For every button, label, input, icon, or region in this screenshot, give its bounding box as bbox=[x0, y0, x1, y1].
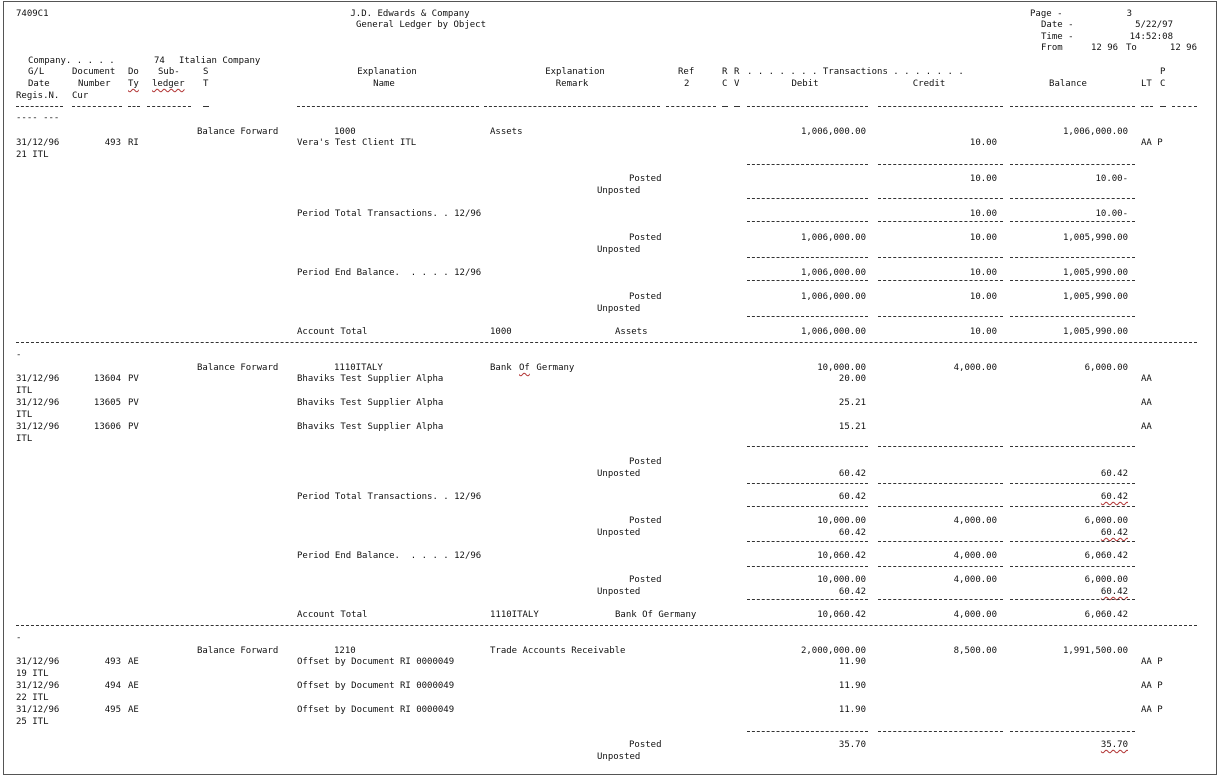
col-number: Number bbox=[78, 79, 111, 89]
dashed-rule bbox=[878, 541, 1003, 542]
line-doc-type: PV bbox=[128, 422, 139, 432]
line-doc-type: AE bbox=[128, 705, 139, 715]
period-end-debit: 10,060.42 bbox=[817, 551, 866, 561]
dashed-rule bbox=[1010, 506, 1135, 507]
header-underline bbox=[203, 106, 209, 107]
account-description: Assets bbox=[490, 127, 523, 137]
subtotal-posted-credit: 10.00 bbox=[969, 174, 997, 184]
line-regis-cur: 25 ITL bbox=[16, 717, 49, 727]
col-ledger: ledger bbox=[152, 79, 185, 89]
period-end-posted-credit: 10.00 bbox=[969, 292, 997, 302]
posted-label: Posted bbox=[629, 174, 662, 184]
balance-forward-balance: 1,006,000.00 bbox=[1062, 127, 1128, 137]
time-value: 14:52:08 bbox=[1129, 32, 1173, 42]
dashed-rule bbox=[878, 506, 1003, 507]
line-explanation: Bhaviks Test Supplier Alpha bbox=[297, 422, 444, 432]
posted-label: Posted bbox=[629, 516, 662, 526]
header-underline bbox=[722, 106, 728, 107]
period-total-label: Period Total Transactions. . 12/96 bbox=[297, 492, 482, 502]
balance-forward-debit: 10,000.00 bbox=[817, 363, 866, 373]
line-document-number: 13604 bbox=[93, 374, 121, 384]
header-underline bbox=[1141, 106, 1153, 107]
header-underline bbox=[1172, 106, 1197, 107]
to-value: 12 96 bbox=[1169, 43, 1197, 53]
balance-forward-balance: 6,000.00 bbox=[1084, 363, 1128, 373]
col-ref2: 2 bbox=[684, 79, 690, 89]
account-description-part: Of bbox=[519, 363, 530, 373]
line-doc-type: AE bbox=[128, 657, 139, 667]
line-document-number: 13606 bbox=[93, 422, 121, 432]
col-transactions: . . . . . . . Transactions . . . . . . . bbox=[747, 67, 964, 77]
col-r: R bbox=[722, 67, 728, 77]
line-regis-cur: ITL bbox=[16, 410, 33, 420]
col-do: Do bbox=[128, 67, 139, 77]
line-ledger-type: AA P bbox=[1141, 657, 1163, 667]
account-separator bbox=[16, 625, 1197, 626]
posted-label: Posted bbox=[629, 233, 662, 243]
line-regis-cur: 22 ITL bbox=[16, 693, 49, 703]
dashed-rule bbox=[747, 164, 868, 165]
line-debit: 11.90 bbox=[838, 657, 866, 667]
line-date: 31/12/96 bbox=[16, 374, 60, 384]
period-total-unposted-debit: 60.42 bbox=[838, 528, 866, 538]
period-end-balance: 6,060.42 bbox=[1084, 551, 1128, 561]
line-credit: 10.00 bbox=[969, 138, 997, 148]
line-document-number: 494 bbox=[104, 681, 121, 691]
dashed-rule bbox=[747, 599, 868, 600]
line-regis-cur: ITL bbox=[16, 434, 33, 444]
line-explanation: Offset by Document RI 0000049 bbox=[297, 705, 455, 715]
dashed-rule bbox=[1010, 731, 1135, 732]
unposted-label: Unposted bbox=[597, 245, 641, 255]
account-object: 1000 bbox=[334, 127, 356, 137]
dashed-rule bbox=[747, 446, 868, 447]
line-document-number: 13605 bbox=[93, 398, 121, 408]
period-end-credit: 10.00 bbox=[969, 268, 997, 278]
dashed-rule bbox=[1010, 280, 1135, 281]
line-debit: 11.90 bbox=[838, 681, 866, 691]
line-explanation: Offset by Document RI 0000049 bbox=[297, 657, 455, 667]
account-total-balance: 6,060.42 bbox=[1084, 610, 1128, 620]
period-end-posted-balance: 6,000.00 bbox=[1084, 575, 1128, 585]
unposted-label: Unposted bbox=[597, 304, 641, 314]
col-name: Name bbox=[373, 79, 395, 89]
dashed-rule bbox=[747, 280, 868, 281]
header-dash-short: ---- --- bbox=[16, 113, 60, 123]
line-ledger-type: AA P bbox=[1141, 705, 1163, 715]
col-v: V bbox=[734, 79, 740, 89]
date-value: 5/22/97 bbox=[1135, 20, 1173, 30]
period-end-balance: 1,005,990.00 bbox=[1062, 268, 1128, 278]
col-expl-name: Explanation bbox=[357, 67, 417, 77]
balance-forward-balance: 1,991,500.00 bbox=[1062, 646, 1128, 656]
line-document-number: 493 bbox=[104, 138, 121, 148]
account-total-credit: 4,000.00 bbox=[953, 610, 997, 620]
col-expl-remark: Explanation bbox=[545, 67, 605, 77]
header-underline bbox=[1010, 106, 1135, 107]
dashed-rule bbox=[878, 257, 1003, 258]
account-total-credit: 10.00 bbox=[969, 327, 997, 337]
line-explanation: Bhaviks Test Supplier Alpha bbox=[297, 398, 444, 408]
line-doc-type: AE bbox=[128, 681, 139, 691]
report-id: 7409C1 bbox=[16, 9, 49, 19]
col-credit: Credit bbox=[912, 79, 946, 89]
col-cur: Cur bbox=[72, 91, 89, 101]
col-gl: G/L bbox=[28, 67, 45, 77]
account-total-object: 1000 bbox=[490, 327, 512, 337]
col-remark: Remark bbox=[555, 79, 589, 89]
balance-forward-credit: 8,500.00 bbox=[953, 646, 997, 656]
col-ref: Ref bbox=[678, 67, 695, 77]
period-total-credit: 10.00 bbox=[969, 209, 997, 219]
period-total-posted-credit: 10.00 bbox=[969, 233, 997, 243]
dashed-rule bbox=[1010, 541, 1135, 542]
line-ledger-type: AA P bbox=[1141, 138, 1163, 148]
separator-dash: - bbox=[16, 350, 22, 360]
period-end-label: Period End Balance. . . . . 12/96 bbox=[297, 551, 482, 561]
subtotal-posted-debit: 35.70 bbox=[838, 740, 866, 750]
dashed-rule bbox=[878, 164, 1003, 165]
balance-forward-credit: 4,000.00 bbox=[953, 363, 997, 373]
line-ledger-type: AA bbox=[1141, 422, 1152, 432]
dashed-rule bbox=[747, 198, 868, 199]
balance-forward-label: Balance Forward bbox=[197, 363, 279, 373]
dashed-rule bbox=[747, 483, 868, 484]
account-total-object: 1110ITALY bbox=[490, 610, 539, 620]
col-pc: C bbox=[1160, 79, 1166, 89]
page-label: Page - bbox=[1030, 9, 1063, 19]
report-title: General Ledger by Object bbox=[355, 20, 487, 30]
company-label: Company. . . . . bbox=[28, 56, 115, 66]
col-regis: Regis.N. bbox=[16, 91, 60, 101]
period-total-posted-debit: 10,000.00 bbox=[817, 516, 866, 526]
posted-label: Posted bbox=[629, 457, 662, 467]
unposted-label: Unposted bbox=[597, 186, 641, 196]
period-end-posted-balance: 1,005,990.00 bbox=[1062, 292, 1128, 302]
dashed-rule bbox=[878, 599, 1003, 600]
page-value: 3 bbox=[1126, 9, 1132, 19]
date-label: Date - bbox=[1041, 20, 1074, 30]
account-total-label: Account Total bbox=[297, 610, 368, 620]
col-c: C bbox=[722, 79, 728, 89]
line-ledger-type: AA P bbox=[1141, 681, 1163, 691]
dashed-rule bbox=[747, 257, 868, 258]
unposted-label: Unposted bbox=[597, 752, 641, 762]
dashed-rule bbox=[878, 198, 1003, 199]
col-t: T bbox=[203, 79, 209, 89]
period-total-balance: 60.42 bbox=[1100, 492, 1128, 502]
company-name: J.D. Edwards & Company bbox=[350, 9, 470, 19]
account-total-debit: 1,006,000.00 bbox=[800, 327, 866, 337]
period-total-posted-credit: 4,000.00 bbox=[953, 516, 997, 526]
period-total-posted-balance: 1,005,990.00 bbox=[1062, 233, 1128, 243]
period-total-unposted-balance: 60.42 bbox=[1100, 528, 1128, 538]
line-regis-cur: 21 ITL bbox=[16, 150, 49, 160]
dashed-rule bbox=[747, 506, 868, 507]
line-debit: 11.90 bbox=[838, 705, 866, 715]
line-explanation: Vera's Test Client ITL bbox=[297, 138, 417, 148]
header-underline bbox=[297, 106, 479, 107]
account-total-balance: 1,005,990.00 bbox=[1062, 327, 1128, 337]
dashed-rule bbox=[1010, 446, 1135, 447]
line-document-number: 493 bbox=[104, 657, 121, 667]
header-underline bbox=[128, 106, 140, 107]
account-description: Trade Accounts Receivable bbox=[490, 646, 626, 656]
balance-forward-label: Balance Forward bbox=[197, 127, 279, 137]
time-label: Time - bbox=[1041, 32, 1074, 42]
subtotal-unposted-debit: 60.42 bbox=[838, 469, 866, 479]
header-underline bbox=[747, 106, 868, 107]
subtotal-posted-balance: 35.70 bbox=[1100, 740, 1128, 750]
period-end-unposted-balance: 60.42 bbox=[1100, 587, 1128, 597]
dashed-rule bbox=[1010, 566, 1135, 567]
header-underline bbox=[878, 106, 1003, 107]
line-doc-type: PV bbox=[128, 374, 139, 384]
dashed-rule bbox=[878, 221, 1003, 222]
dashed-rule bbox=[1010, 221, 1135, 222]
period-end-posted-debit: 1,006,000.00 bbox=[800, 292, 866, 302]
line-date: 31/12/96 bbox=[16, 398, 60, 408]
period-end-posted-credit: 4,000.00 bbox=[953, 575, 997, 585]
subtotal-posted-balance: 10.00- bbox=[1095, 174, 1128, 184]
dashed-rule bbox=[747, 731, 868, 732]
col-debit: Debit bbox=[791, 79, 819, 89]
col-lt: LT bbox=[1141, 79, 1152, 89]
account-object: 1110ITALY bbox=[334, 363, 383, 373]
unposted-label: Unposted bbox=[597, 469, 641, 479]
line-date: 31/12/96 bbox=[16, 681, 60, 691]
period-total-posted-balance: 6,000.00 bbox=[1084, 516, 1128, 526]
period-total-label: Period Total Transactions. . 12/96 bbox=[297, 209, 482, 219]
line-doc-type: RI bbox=[128, 138, 139, 148]
col-balance: Balance bbox=[1049, 79, 1087, 89]
from-label: From bbox=[1041, 43, 1063, 53]
dashed-rule bbox=[747, 541, 868, 542]
line-debit: 20.00 bbox=[838, 374, 866, 384]
line-date: 31/12/96 bbox=[16, 138, 60, 148]
line-date: 31/12/96 bbox=[16, 422, 60, 432]
col-sub: Sub- bbox=[158, 67, 180, 77]
account-total-description: Bank Of Germany bbox=[615, 610, 697, 620]
header-underline bbox=[734, 106, 740, 107]
dashed-rule bbox=[1010, 483, 1135, 484]
header-underline bbox=[147, 106, 191, 107]
dashed-rule bbox=[1010, 257, 1135, 258]
account-object: 1210 bbox=[334, 646, 356, 656]
account-separator bbox=[16, 342, 1197, 343]
col-r2: R bbox=[734, 67, 740, 77]
period-end-posted-debit: 10,000.00 bbox=[817, 575, 866, 585]
col-p: P bbox=[1160, 67, 1166, 77]
dashed-rule bbox=[747, 221, 868, 222]
company-name-value: Italian Company bbox=[179, 56, 261, 66]
dashed-rule bbox=[878, 280, 1003, 281]
balance-forward-debit: 1,006,000.00 bbox=[800, 127, 866, 137]
line-debit: 15.21 bbox=[838, 422, 866, 432]
dashed-rule bbox=[878, 731, 1003, 732]
balance-forward-debit: 2,000,000.00 bbox=[800, 646, 866, 656]
header-underline bbox=[666, 106, 716, 107]
line-explanation: Offset by Document RI 0000049 bbox=[297, 681, 455, 691]
line-explanation: Bhaviks Test Supplier Alpha bbox=[297, 374, 444, 384]
posted-label: Posted bbox=[629, 575, 662, 585]
unposted-label: Unposted bbox=[597, 528, 641, 538]
dashed-rule bbox=[747, 566, 868, 567]
col-ty: Ty bbox=[128, 79, 139, 89]
line-document-number: 495 bbox=[104, 705, 121, 715]
period-total-posted-debit: 1,006,000.00 bbox=[800, 233, 866, 243]
dashed-rule bbox=[878, 316, 1003, 317]
line-date: 31/12/96 bbox=[16, 705, 60, 715]
account-total-label: Account Total bbox=[297, 327, 368, 337]
unposted-label: Unposted bbox=[597, 587, 641, 597]
line-ledger-type: AA bbox=[1141, 398, 1152, 408]
posted-label: Posted bbox=[629, 292, 662, 302]
col-date: Date bbox=[28, 79, 50, 89]
dashed-rule bbox=[1010, 316, 1135, 317]
dashed-rule bbox=[1010, 599, 1135, 600]
account-total-description: Assets bbox=[615, 327, 648, 337]
dashed-rule bbox=[878, 446, 1003, 447]
line-ledger-type: AA bbox=[1141, 374, 1152, 384]
separator-dash: - bbox=[16, 633, 22, 643]
line-regis-cur: ITL bbox=[16, 386, 33, 396]
posted-label: Posted bbox=[629, 740, 662, 750]
line-regis-cur: 19 ITL bbox=[16, 669, 49, 679]
account-description: Bank bbox=[490, 363, 518, 373]
header-underline bbox=[484, 106, 660, 107]
line-date: 31/12/96 bbox=[16, 657, 60, 667]
col-s: S bbox=[203, 67, 209, 77]
to-label: To bbox=[1126, 43, 1137, 53]
line-doc-type: PV bbox=[128, 398, 139, 408]
period-total-balance: 10.00- bbox=[1095, 209, 1128, 219]
header-underline bbox=[16, 106, 63, 107]
dashed-rule bbox=[1010, 198, 1135, 199]
period-end-unposted-debit: 60.42 bbox=[838, 587, 866, 597]
dashed-rule bbox=[1010, 164, 1135, 165]
period-end-credit: 4,000.00 bbox=[953, 551, 997, 561]
period-total-debit: 60.42 bbox=[838, 492, 866, 502]
balance-forward-label: Balance Forward bbox=[197, 646, 279, 656]
period-end-debit: 1,006,000.00 bbox=[800, 268, 866, 278]
line-debit: 25.21 bbox=[838, 398, 866, 408]
period-end-label: Period End Balance. . . . . 12/96 bbox=[297, 268, 482, 278]
account-description-part: Germany bbox=[531, 363, 575, 373]
header-underline bbox=[72, 106, 122, 107]
header-underline bbox=[1160, 106, 1166, 107]
company-number: 74 bbox=[154, 56, 165, 66]
subtotal-unposted-balance: 60.42 bbox=[1100, 469, 1128, 479]
dashed-rule bbox=[878, 566, 1003, 567]
dashed-rule bbox=[747, 316, 868, 317]
col-document: Document bbox=[72, 67, 116, 77]
account-total-debit: 10,060.42 bbox=[817, 610, 866, 620]
dashed-rule bbox=[878, 483, 1003, 484]
from-value: 12 96 bbox=[1091, 43, 1119, 53]
